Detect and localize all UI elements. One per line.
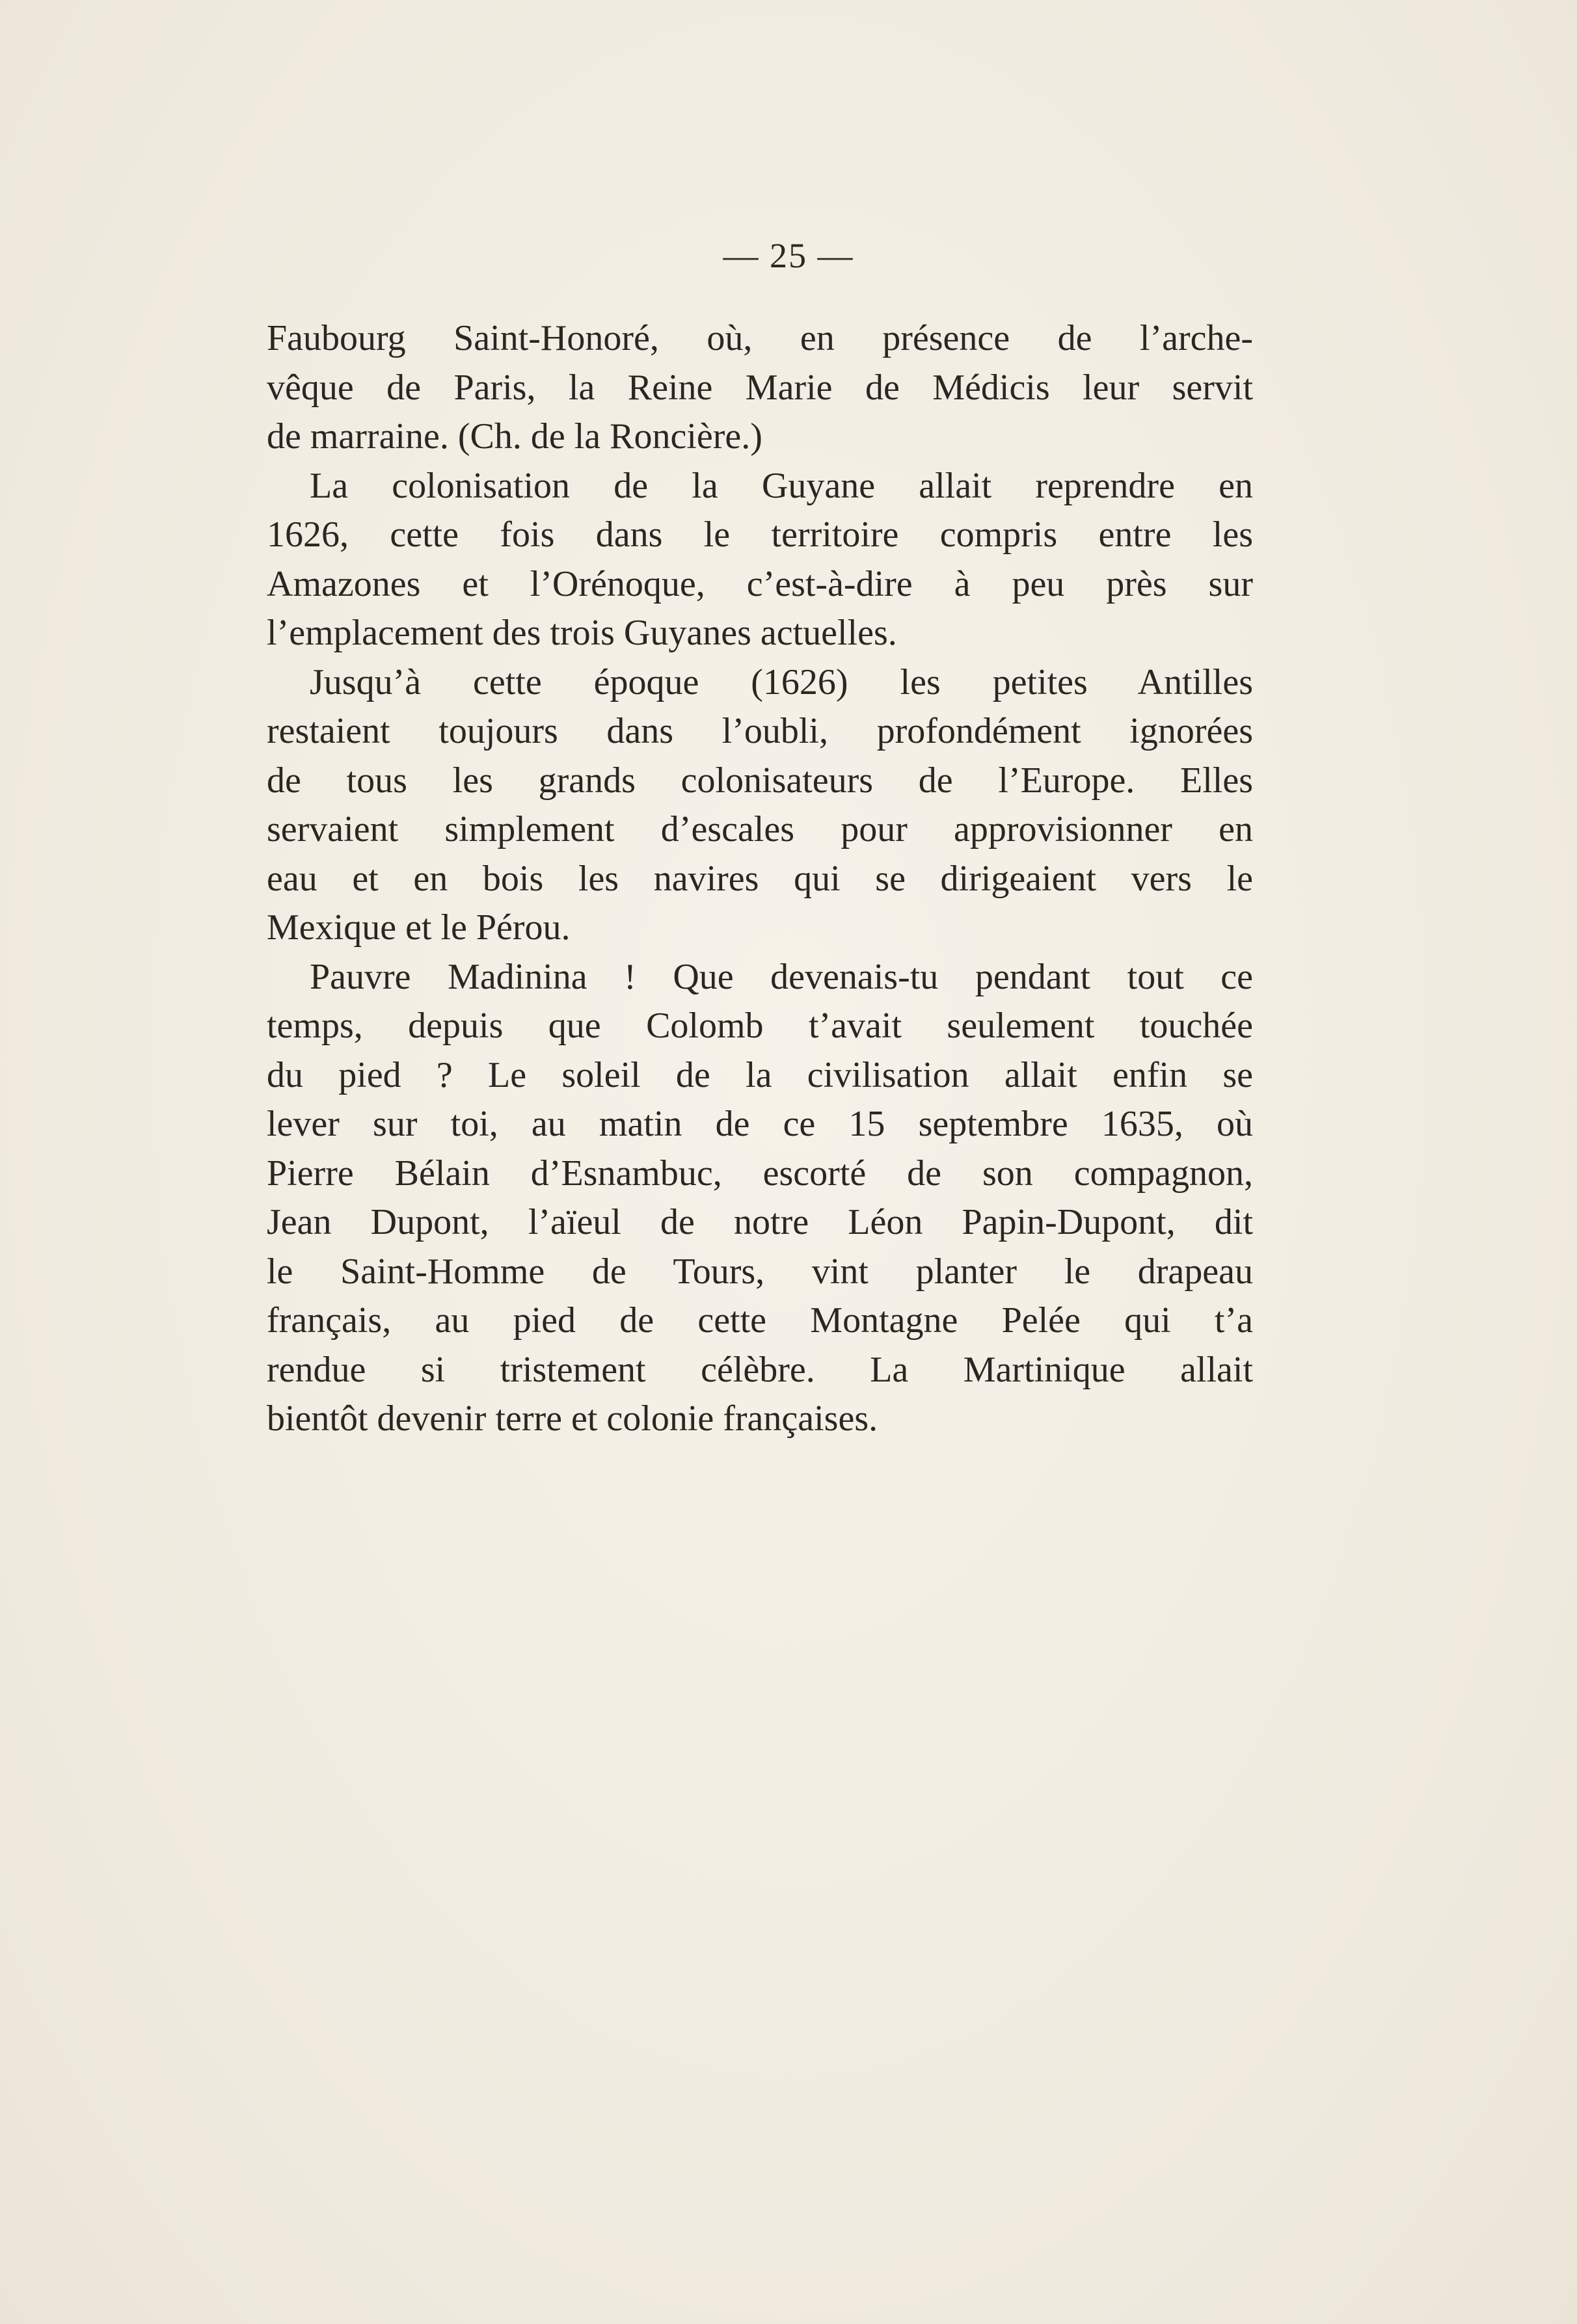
text-line: français, au pied de cette Montagne Pelée qui t’a: [267, 1300, 1253, 1341]
text-line: servaient simplement d’escales pour approvisionner en: [267, 809, 1253, 849]
text-line: Pauvre Madinina ! Que devenais-tu pendant tout ce: [310, 956, 1253, 997]
text-line: lever sur toi, au matin de ce 15 septembre 1635, où: [267, 1104, 1253, 1144]
text-line: Mexique et le Pérou.: [267, 907, 571, 948]
body-text: [267, 314, 1253, 1444]
paragraph: [267, 953, 1253, 1444]
text-line: eau et en bois les navires qui se dirigeaient vers le: [267, 858, 1253, 899]
text-line: de marraine. (Ch. de la Roncière.): [267, 416, 762, 457]
paragraph: [267, 658, 1253, 953]
text-line: restaient toujours dans l’oubli, profondément ignorées: [267, 711, 1253, 751]
text-line: Pierre Bélain d’Esnambuc, escorté de son compagnon,: [267, 1153, 1253, 1194]
text-line: de tous les grands colonisateurs de l’Europe. Elles: [267, 760, 1253, 801]
text-line: Amazones et l’Orénoque, c’est-à-dire à peu près sur: [267, 563, 1253, 604]
text-line: Faubourg Saint-Honoré, où, en présence de l’arche-: [267, 318, 1253, 358]
text-line: bientôt devenir terre et colonie françaises.: [267, 1398, 878, 1439]
text-line: 1626, cette fois dans le territoire compris entre les: [267, 514, 1253, 555]
text-line: rendue si tristement célèbre. La Martinique allait: [267, 1349, 1253, 1390]
text-line: vêque de Paris, la Reine Marie de Médicis leur servit: [267, 367, 1253, 408]
paragraph: [267, 462, 1253, 658]
page-number: — 25 —: [723, 236, 854, 275]
text-line: l’emplacement des trois Guyanes actuelles.: [267, 613, 897, 653]
paragraph: [267, 314, 1253, 462]
text-line: le Saint-Homme de Tours, vint planter le drapeau: [267, 1251, 1253, 1292]
text-line: Jean Dupont, l’aïeul de notre Léon Papin-Dupont, dit: [267, 1202, 1253, 1242]
text-line: du pied ? Le soleil de la civilisation allait enfin se: [267, 1054, 1253, 1095]
text-line: La colonisation de la Guyane allait reprendre en: [310, 465, 1253, 506]
text-line: Jusqu’à cette époque (1626) les petites Antilles: [310, 661, 1253, 702]
text-line: temps, depuis que Colomb t’avait seulement touchée: [267, 1006, 1253, 1046]
